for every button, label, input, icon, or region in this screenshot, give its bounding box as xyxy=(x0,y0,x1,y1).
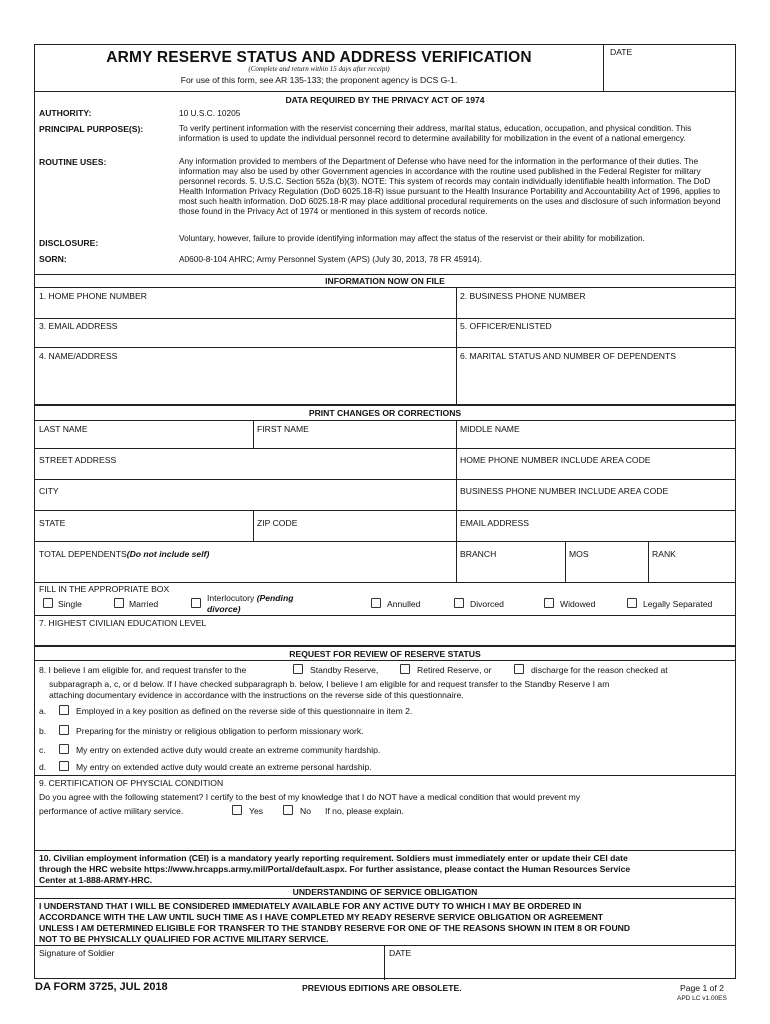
divider xyxy=(35,541,735,542)
total-dependents-field[interactable] xyxy=(39,549,209,559)
on-file-home-phone[interactable]: 1. HOME PHONE NUMBER xyxy=(39,291,147,301)
signature-field[interactable]: Signature of Soldier xyxy=(39,948,115,958)
annulled-checkbox[interactable] xyxy=(371,598,381,608)
signature-date-field[interactable]: DATE xyxy=(389,948,412,958)
item9-q2: performance of active military service. xyxy=(39,806,184,816)
interlocutory-text: Interlocutory xyxy=(207,593,255,603)
cei-line1: 10. Civilian employment information (CEI) is a mandatory yearly reporting requirement. Soldiers must immediately enter or update their CEI date xyxy=(39,853,628,863)
discharge-label: discharge for the reason checked at xyxy=(531,665,668,675)
single-label: Single xyxy=(58,599,82,609)
item9-q1: Do you agree with the following statement? I certify to the best of my knowledge that I do NOT have a medical condition that would prevent my xyxy=(39,792,581,802)
authority-label: AUTHORITY: xyxy=(39,108,92,118)
education-field[interactable]: 7. HIGHEST CIVILIAN EDUCATION LEVEL xyxy=(39,618,207,628)
yes-checkbox[interactable] xyxy=(232,805,242,815)
on-file-business-phone[interactable]: 2. BUSINESS PHONE NUMBER xyxy=(460,291,586,301)
opt-d-checkbox[interactable] xyxy=(59,761,69,771)
divider xyxy=(35,898,735,899)
on-file-officer-enlisted[interactable]: 5. OFFICER/ENLISTED xyxy=(460,321,552,331)
divider xyxy=(35,510,735,511)
on-file-name-address[interactable]: 4. NAME/ADDRESS xyxy=(39,351,118,361)
divider xyxy=(35,404,735,406)
divider xyxy=(456,287,457,404)
interlocutory-checkbox[interactable] xyxy=(191,598,201,608)
on-file-email[interactable]: 3. EMAIL ADDRESS xyxy=(39,321,118,331)
opt-c-text: My entry on extended active duty would create an extreme community hardship. xyxy=(76,745,381,755)
city-field[interactable]: CITY xyxy=(39,486,59,496)
divider xyxy=(35,318,735,319)
pending-text: (Pending xyxy=(256,593,294,603)
authority-text: 10 U.S.C. 10205 xyxy=(179,108,241,118)
opt-c-letter: c. xyxy=(39,745,46,755)
home-phone-field[interactable]: HOME PHONE NUMBER INCLUDE AREA CODE xyxy=(460,455,651,465)
divider xyxy=(35,91,735,92)
opt-b-letter: b. xyxy=(39,726,47,736)
divider xyxy=(648,541,649,582)
divider xyxy=(35,645,735,647)
annulled-label: Annulled xyxy=(387,599,421,609)
divider xyxy=(35,274,735,275)
opt-a-text: Employed in a key position as defined on the reverse side of this questionnaire in item 2. xyxy=(76,706,413,716)
opt-a-checkbox[interactable] xyxy=(59,705,69,715)
zip-code-field[interactable]: ZIP CODE xyxy=(257,518,298,528)
version-code: APD LC v1.00ES xyxy=(677,995,727,1002)
business-phone-field[interactable]: BUSINESS PHONE NUMBER INCLUDE AREA CODE xyxy=(460,486,669,496)
form-number: DA FORM 3725, JUL 2018 xyxy=(35,981,168,993)
routine-label: ROUTINE USES: xyxy=(39,157,107,167)
form-subtitle: (Complete and return within 15 days after receipt) xyxy=(248,65,390,73)
divider xyxy=(565,541,566,582)
standby-label: Standby Reserve, xyxy=(310,665,379,675)
divider xyxy=(35,479,735,480)
sorn-label: SORN: xyxy=(39,254,67,264)
opt-b-text: Preparing for the ministry or religious obligation to perform missionary work. xyxy=(76,726,364,736)
purpose-text: To verify pertinent information with the reservist concerning their address, marital status, education, occupation, and physical condition. This information is used to update the individual personnel record to determine availability for mobilization in the event of a national emergency. xyxy=(179,123,692,143)
opt-d-text: My entry on extended active duty would create an extreme personal hardship. xyxy=(76,762,372,772)
disclosure-label: DISCLOSURE: xyxy=(39,238,99,248)
form-use-line: For use of this form, see AR 135-133; the proponent agency is DCS G-1. xyxy=(180,75,458,85)
privacy-heading: DATA REQUIRED BY THE PRIVACY ACT OF 1974 xyxy=(285,95,485,105)
obsolete-notice: PREVIOUS EDITIONS ARE OBSOLETE. xyxy=(302,983,462,993)
no-checkbox[interactable] xyxy=(283,805,293,815)
form-title: ARMY RESERVE STATUS AND ADDRESS VERIFICATION xyxy=(106,49,532,66)
fill-in-label: FILL IN THE APPROPRIATE BOX xyxy=(39,584,170,594)
obligation-line4: NOT TO BE PHYSICALLY QUALIFIED FOR ACTIVE MILITARY SERVICE. xyxy=(39,934,329,944)
married-checkbox[interactable] xyxy=(114,598,124,608)
divider xyxy=(35,582,735,583)
divider xyxy=(35,347,735,348)
on-file-heading: INFORMATION NOW ON FILE xyxy=(325,276,445,286)
opt-d-letter: d. xyxy=(39,762,47,772)
sorn-text: A0600-8-104 AHRC; Army Personnel System (APS) (July 30, 2013, 78 FR 45914). xyxy=(179,254,482,264)
retired-checkbox[interactable] xyxy=(400,664,410,674)
retired-label: Retired Reserve, or xyxy=(417,665,492,675)
page-number: Page 1 of 2 xyxy=(680,983,724,993)
on-file-marital[interactable]: 6. MARITAL STATUS AND NUMBER OF DEPENDENTS xyxy=(460,351,676,361)
disclosure-text: Voluntary, however, failure to provide identifying information may affect the status of the reservist or their ability for mobilization. xyxy=(179,233,645,243)
divider xyxy=(384,945,385,980)
widowed-label: Widowed xyxy=(560,599,596,609)
review-heading: REQUEST FOR REVIEW OF RESERVE STATUS xyxy=(289,649,481,659)
total-dependents-note: (Do not include self) xyxy=(126,549,210,559)
obligation-heading: UNDERSTANDING OF SERVICE OBLIGATION xyxy=(292,887,478,897)
divorced-label: Divorced xyxy=(470,599,504,609)
item8-line1: 8. I believe I am eligible for, and request transfer to the xyxy=(39,665,247,675)
item8-line3: attaching documentary evidence in accordance with the instructions on the reverse side of this questionnaire. xyxy=(49,690,464,700)
divider xyxy=(35,287,735,288)
separated-label: Legally Separated xyxy=(643,599,713,609)
item8-line2: subparagraph a, c, or d below. If I have checked subparagraph b. below, I believe I am eligible for and request transfer to the Standby Reserve I am xyxy=(49,679,610,689)
divider xyxy=(456,420,457,582)
total-dependents-label: TOTAL DEPENDENTS xyxy=(39,549,127,559)
header-date-label: DATE xyxy=(610,47,633,57)
standby-checkbox[interactable] xyxy=(293,664,303,674)
obligation-line3: UNLESS I AM DETERMINED ELIGIBLE FOR TRANSFER TO THE STANDBY RESERVE FOR ONE OF THE REASONS SHOWN IN ITEM 8 OR FOUND xyxy=(39,923,631,933)
divider xyxy=(35,660,735,661)
mos-field[interactable]: MOS xyxy=(569,549,589,559)
discharge-checkbox[interactable] xyxy=(514,664,524,674)
state-field[interactable]: STATE xyxy=(39,518,66,528)
cei-line3: Center at 1-888-ARMY-HRC. xyxy=(39,875,153,885)
divorce-text: divorce) xyxy=(207,604,241,614)
divider xyxy=(253,510,254,541)
divider xyxy=(35,775,735,776)
divider xyxy=(35,448,735,449)
yes-label: Yes xyxy=(249,806,264,816)
no-label: No xyxy=(300,806,311,816)
street-address-field[interactable]: STREET ADDRESS xyxy=(39,455,117,465)
rank-field[interactable]: RANK xyxy=(652,549,676,559)
single-checkbox[interactable] xyxy=(43,598,53,608)
cei-line2: through the HRC website https://www.hrcapps.army.mil/Portal/default.aspx. For further assistance, please contact the Human Resources Service xyxy=(39,864,631,874)
explain-field[interactable]: If no, please explain. xyxy=(325,806,404,816)
married-label: Married xyxy=(129,599,159,609)
purpose-label: PRINCIPAL PURPOSE(S): xyxy=(39,124,144,134)
middle-name-field[interactable]: MIDDLE NAME xyxy=(460,424,520,434)
interlocutory-label xyxy=(207,593,293,603)
first-name-field[interactable]: FIRST NAME xyxy=(257,424,309,434)
email-address-field[interactable]: EMAIL ADDRESS xyxy=(460,518,529,528)
opt-b-checkbox[interactable] xyxy=(59,725,69,735)
header-date-field[interactable] xyxy=(603,45,736,91)
divider xyxy=(35,850,735,851)
divider xyxy=(253,420,254,448)
divider xyxy=(35,615,735,616)
last-name-field[interactable]: LAST NAME xyxy=(39,424,88,434)
branch-field[interactable]: BRANCH xyxy=(460,549,497,559)
divider xyxy=(35,945,735,946)
changes-heading: PRINT CHANGES OR CORRECTIONS xyxy=(308,408,462,418)
opt-a-letter: a. xyxy=(39,706,47,716)
divorced-checkbox[interactable] xyxy=(454,598,464,608)
form-frame xyxy=(34,44,736,979)
obligation-line2: ACCORDANCE WITH THE LAW UNTIL SUCH TIME AS I HAVE COMPLETED MY READY RESERVE SERVICE OBLIGATION OR AGREEMENT xyxy=(39,912,604,922)
obligation-line1: I UNDERSTAND THAT I WILL BE CONSIDERED IMMEDIATELY AVAILABLE FOR ANY ACTIVE DUTY TO WHICH I MAY BE ORDERED IN xyxy=(39,901,582,911)
divider xyxy=(35,420,735,421)
routine-text: Any information provided to members of the Department of Defense who have need for the information in the performance of their duties. The information may also be used by other Government agencies in accordance with the routine used published in the Federal Register for military personnel records. 5. U.S.C. Section 552a (b)(3). NOTE: This system of records may contain individually identifiable health information. The DoD Health Information Privacy Regulation (DoD 6025.18-R) issue pursuant to the Health Insurance Portability and Accountability Act of 1996, applies to most such health information. DoD 6025.18-R may place additional procedural requirements on the uses and disclosure of such information beyond those found in the Privacy Act of 1974 or mentioned in this system of records notice. xyxy=(179,156,721,216)
separated-checkbox[interactable] xyxy=(627,598,637,608)
item9-title: 9. CERTIFICATION OF PHYSCIAL CONDITION xyxy=(39,778,224,788)
widowed-checkbox[interactable] xyxy=(544,598,554,608)
opt-c-checkbox[interactable] xyxy=(59,744,69,754)
